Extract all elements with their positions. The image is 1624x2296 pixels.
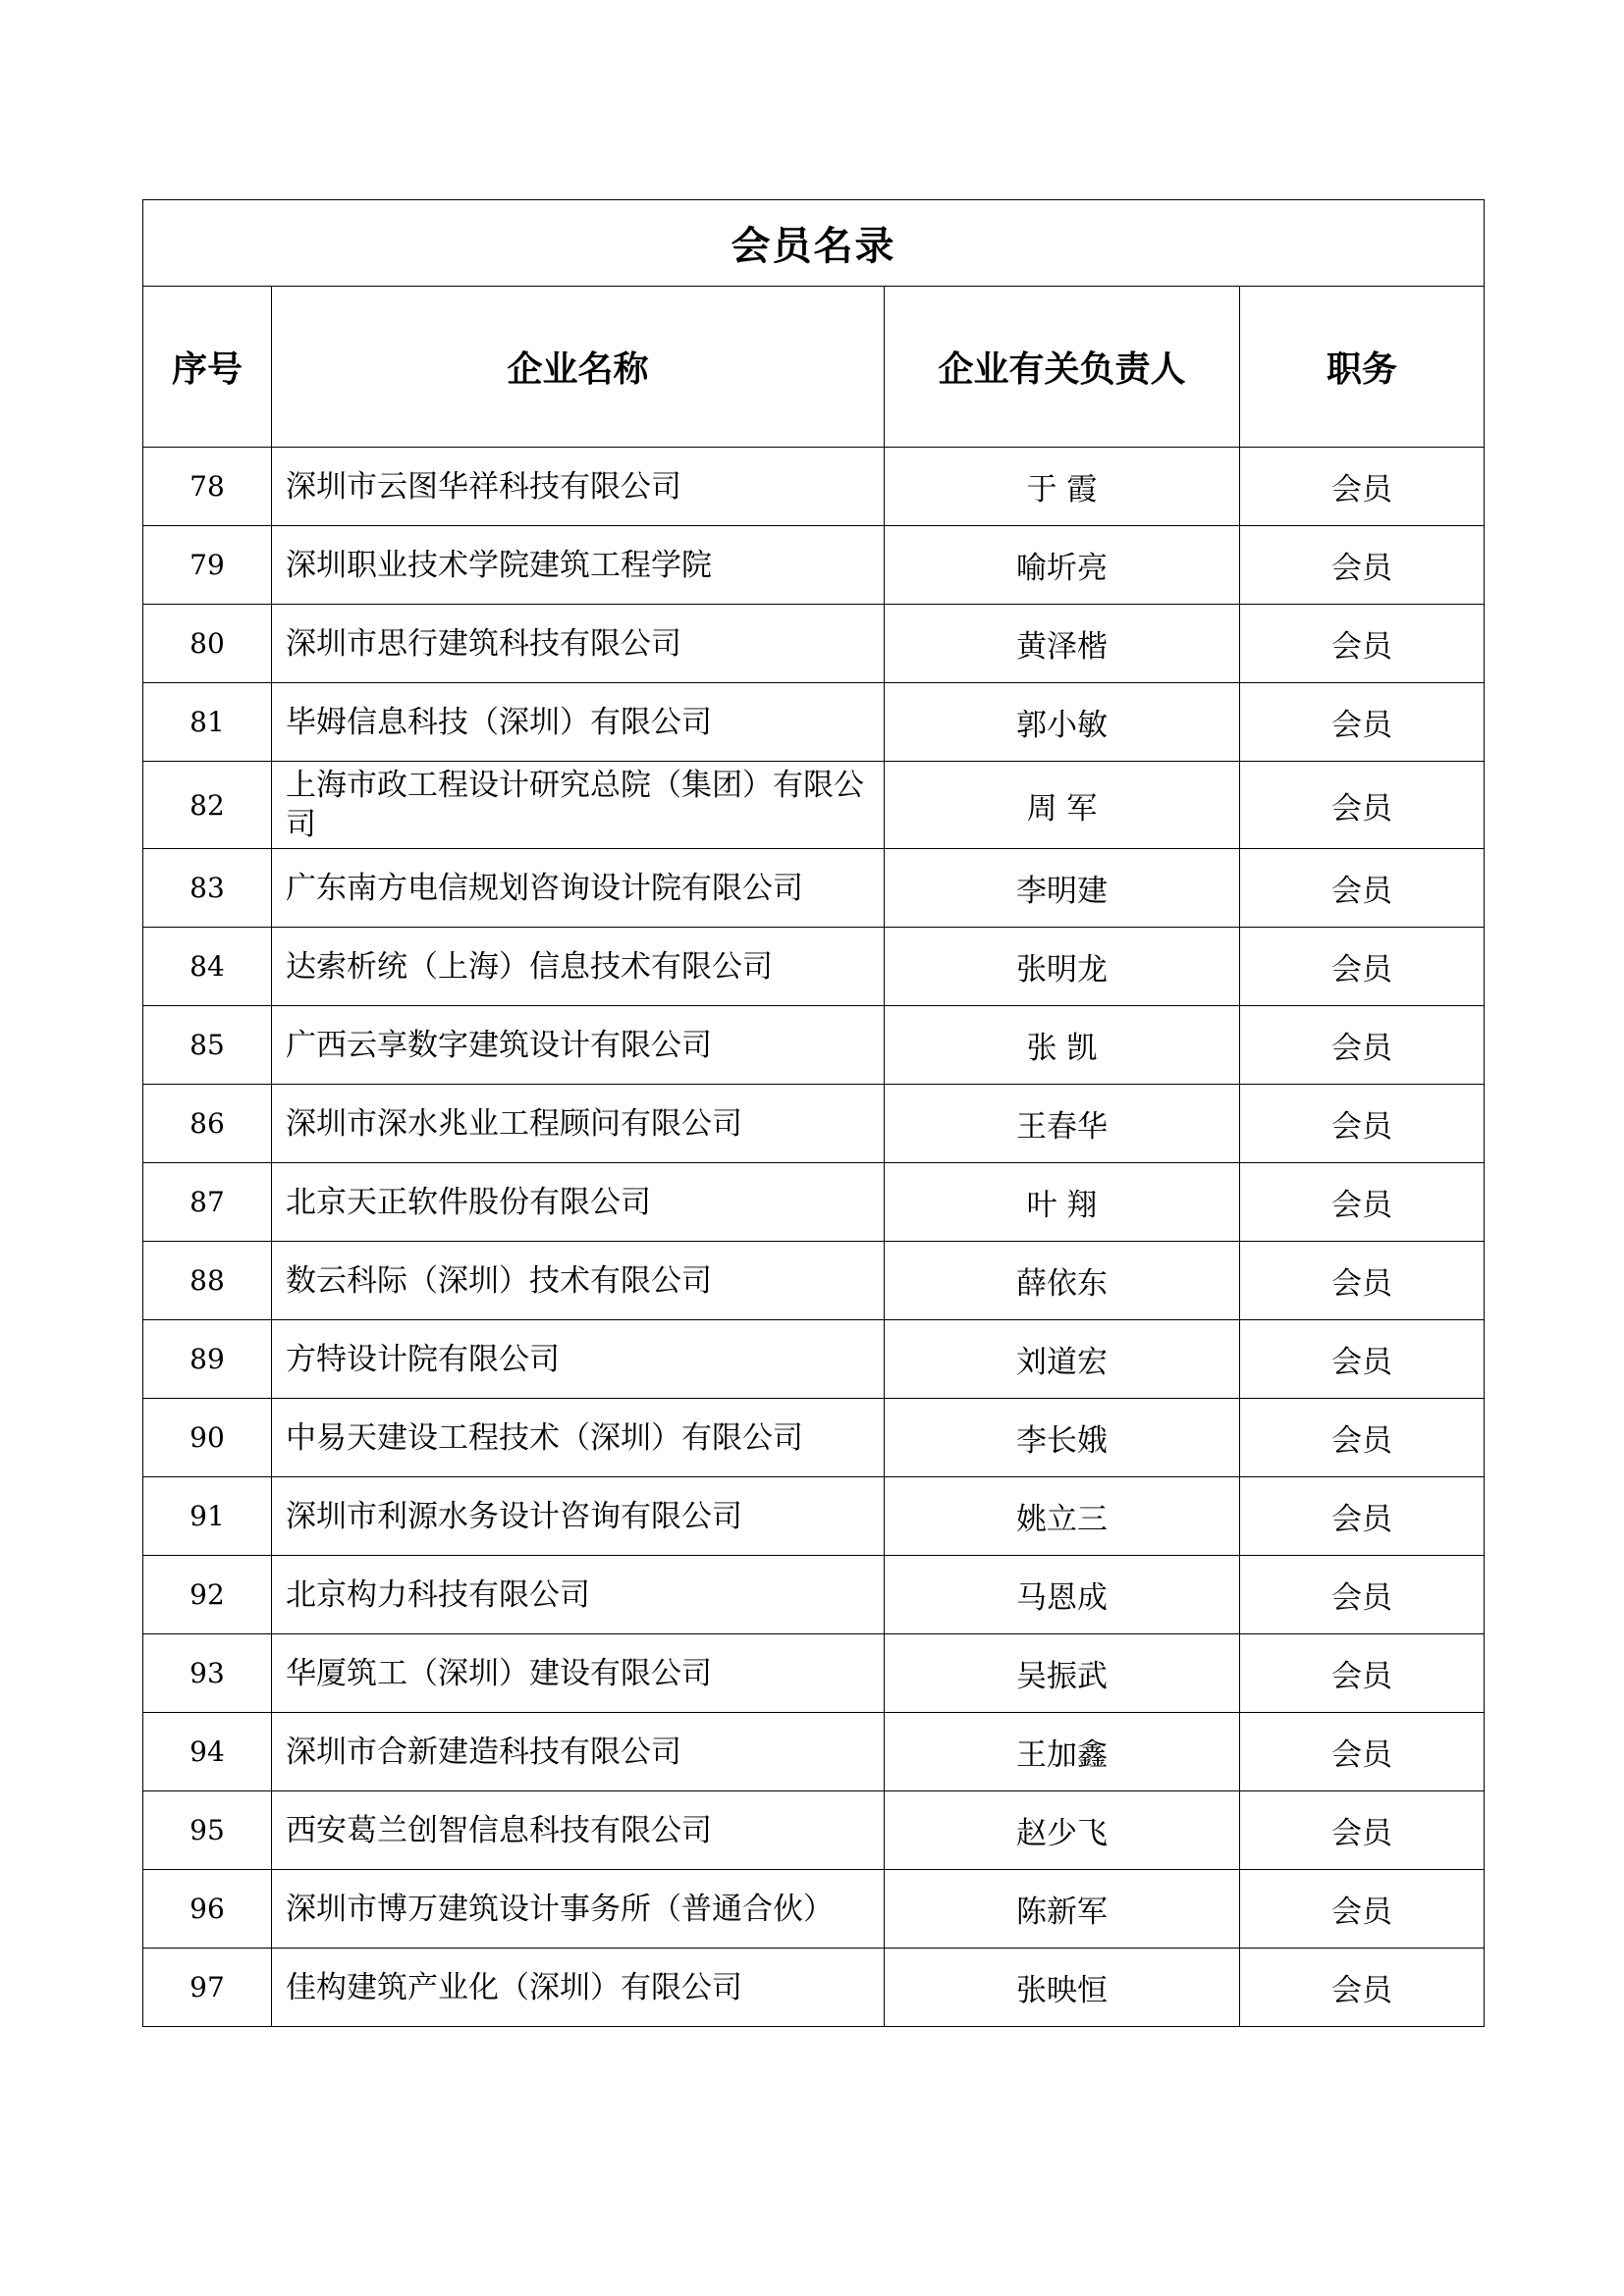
serial-number: 93 (143, 1634, 272, 1713)
header-position: 职务 (1240, 287, 1485, 448)
position: 会员 (1240, 1320, 1485, 1399)
serial-number: 97 (143, 1949, 272, 2027)
table-row (143, 1634, 1485, 1713)
table-row (143, 762, 1485, 849)
company-name: 北京构力科技有限公司 (272, 1556, 885, 1634)
responsible-person: 张明龙 (885, 928, 1240, 1006)
company-name: 北京天正软件股份有限公司 (272, 1163, 885, 1242)
position: 会员 (1240, 526, 1485, 605)
table-row (143, 1320, 1485, 1399)
table-row (143, 1870, 1485, 1949)
company-name: 佳构建筑产业化（深圳）有限公司 (272, 1949, 885, 2027)
serial-number: 87 (143, 1163, 272, 1242)
company-name: 西安葛兰创智信息科技有限公司 (272, 1791, 885, 1870)
serial-number: 81 (143, 683, 272, 762)
position: 会员 (1240, 928, 1485, 1006)
table-row (143, 1242, 1485, 1320)
company-name: 深圳市深水兆业工程顾问有限公司 (272, 1085, 885, 1163)
position: 会员 (1240, 683, 1485, 762)
table-row (143, 1949, 1485, 2027)
header-company-name: 企业名称 (272, 287, 885, 448)
position: 会员 (1240, 1949, 1485, 2027)
responsible-person: 于 霞 (885, 448, 1240, 526)
company-name: 深圳市思行建筑科技有限公司 (272, 605, 885, 683)
responsible-person: 赵少飞 (885, 1791, 1240, 1870)
position: 会员 (1240, 448, 1485, 526)
company-name: 广西云享数字建筑设计有限公司 (272, 1006, 885, 1085)
serial-number: 82 (143, 762, 272, 849)
table-row (143, 1713, 1485, 1791)
company-name: 深圳市博万建筑设计事务所（普通合伙） (272, 1870, 885, 1949)
serial-number: 92 (143, 1556, 272, 1634)
company-name: 数云科际（深圳）技术有限公司 (272, 1242, 885, 1320)
responsible-person: 张映恒 (885, 1949, 1240, 2027)
table-row (143, 448, 1485, 526)
company-name: 深圳市利源水务设计咨询有限公司 (272, 1477, 885, 1556)
table-row (143, 526, 1485, 605)
responsible-person: 喻圻亮 (885, 526, 1240, 605)
table-body (143, 448, 1485, 2027)
responsible-person: 刘道宏 (885, 1320, 1240, 1399)
responsible-person: 周 军 (885, 762, 1240, 849)
serial-number: 90 (143, 1399, 272, 1477)
position: 会员 (1240, 1791, 1485, 1870)
serial-number: 79 (143, 526, 272, 605)
company-name: 方特设计院有限公司 (272, 1320, 885, 1399)
company-name: 毕姆信息科技（深圳）有限公司 (272, 683, 885, 762)
serial-number: 78 (143, 448, 272, 526)
table-row (143, 1006, 1485, 1085)
position: 会员 (1240, 849, 1485, 928)
serial-number: 85 (143, 1006, 272, 1085)
responsible-person: 李长娥 (885, 1399, 1240, 1477)
table-row (143, 1791, 1485, 1870)
position: 会员 (1240, 762, 1485, 849)
position: 会员 (1240, 1399, 1485, 1477)
responsible-person: 李明建 (885, 849, 1240, 928)
responsible-person: 郭小敏 (885, 683, 1240, 762)
responsible-person: 陈新军 (885, 1870, 1240, 1949)
company-name: 达索析统（上海）信息技术有限公司 (272, 928, 885, 1006)
company-name: 广东南方电信规划咨询设计院有限公司 (272, 849, 885, 928)
responsible-person: 叶 翔 (885, 1163, 1240, 1242)
table-row (143, 1477, 1485, 1556)
responsible-person: 马恩成 (885, 1556, 1240, 1634)
company-name: 深圳职业技术学院建筑工程学院 (272, 526, 885, 605)
serial-number: 89 (143, 1320, 272, 1399)
responsible-person: 姚立三 (885, 1477, 1240, 1556)
serial-number: 80 (143, 605, 272, 683)
position: 会员 (1240, 1242, 1485, 1320)
responsible-person: 王春华 (885, 1085, 1240, 1163)
table-row (143, 1085, 1485, 1163)
responsible-person: 王加鑫 (885, 1713, 1240, 1791)
table-row (143, 1399, 1485, 1477)
company-name: 华厦筑工（深圳）建设有限公司 (272, 1634, 885, 1713)
responsible-person: 吴振武 (885, 1634, 1240, 1713)
responsible-person: 张 凯 (885, 1006, 1240, 1085)
table-title: 会员名录 (143, 200, 1485, 287)
position: 会员 (1240, 1163, 1485, 1242)
serial-number: 96 (143, 1870, 272, 1949)
position: 会员 (1240, 1634, 1485, 1713)
responsible-person: 黄泽楷 (885, 605, 1240, 683)
serial-number: 83 (143, 849, 272, 928)
serial-number: 88 (143, 1242, 272, 1320)
serial-number: 95 (143, 1791, 272, 1870)
position: 会员 (1240, 1477, 1485, 1556)
company-name: 上海市政工程设计研究总院（集团）有限公司 (272, 762, 885, 849)
company-name: 中易天建设工程技术（深圳）有限公司 (272, 1399, 885, 1477)
table-row (143, 683, 1485, 762)
table-row (143, 1163, 1485, 1242)
serial-number: 84 (143, 928, 272, 1006)
company-name: 深圳市合新建造科技有限公司 (272, 1713, 885, 1791)
position: 会员 (1240, 1713, 1485, 1791)
company-name: 深圳市云图华祥科技有限公司 (272, 448, 885, 526)
position: 会员 (1240, 1085, 1485, 1163)
member-roster-table (142, 199, 1485, 2027)
table-row (143, 849, 1485, 928)
table-row (143, 605, 1485, 683)
serial-number: 91 (143, 1477, 272, 1556)
position: 会员 (1240, 605, 1485, 683)
header-serial-number: 序号 (143, 287, 272, 448)
table-row (143, 1556, 1485, 1634)
header-responsible-person: 企业有关负责人 (885, 287, 1240, 448)
serial-number: 86 (143, 1085, 272, 1163)
position: 会员 (1240, 1006, 1485, 1085)
table-row (143, 928, 1485, 1006)
position: 会员 (1240, 1870, 1485, 1949)
position: 会员 (1240, 1556, 1485, 1634)
responsible-person: 薛依东 (885, 1242, 1240, 1320)
serial-number: 94 (143, 1713, 272, 1791)
